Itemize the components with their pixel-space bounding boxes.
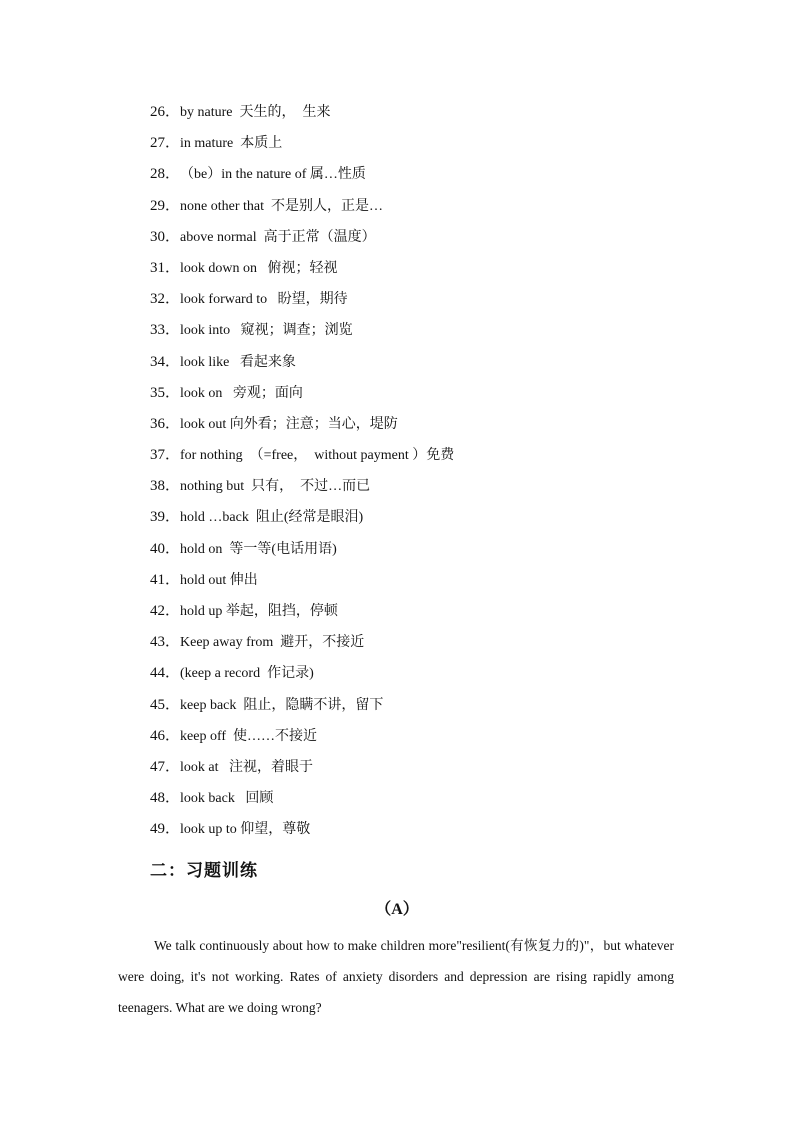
- passage-label: （A）: [375, 901, 419, 918]
- list-item: [150, 100, 710, 131]
- list-item: [150, 755, 710, 786]
- item-number: 40．: [150, 540, 181, 557]
- list-item: [150, 131, 710, 162]
- item-number: 43．: [150, 634, 181, 651]
- phrase-text: by nature 天生的， 生来: [180, 105, 331, 120]
- list-item: [150, 568, 710, 599]
- list-item: [150, 194, 710, 225]
- list-item: [150, 724, 710, 755]
- section-title: 二：习题训练: [150, 861, 258, 881]
- item-number: 44．: [150, 665, 181, 682]
- item-number: 34．: [150, 353, 181, 370]
- phrase-text: none other that 不是别人，正是…: [180, 198, 383, 214]
- list-item: [150, 661, 710, 692]
- list-item: [150, 162, 710, 193]
- phrase-text: for nothing （=free， without payment ）免费: [180, 448, 455, 464]
- phrase-text: nothing but 只有， 不过…而已: [180, 479, 371, 495]
- phrase-text: hold …back 阻止(经常是眼泪): [180, 510, 364, 526]
- phrase-text: look up to 仰望，尊敬: [180, 822, 311, 838]
- item-number: 38．: [150, 478, 181, 495]
- list-item: [150, 505, 710, 536]
- item-number: 26．: [150, 104, 181, 120]
- phrase-text: （be）in the nature of 属…性质: [180, 167, 366, 183]
- phrase-text: look back 回顾: [180, 791, 274, 807]
- list-item: [150, 630, 710, 661]
- phrase-text: look like 看起来象: [180, 354, 296, 370]
- phrase-text: above normal 高于正常（温度）: [180, 229, 376, 245]
- list-item: [150, 474, 710, 505]
- phrase-text: hold on 等一等(电话用语): [180, 541, 337, 557]
- item-number: 27．: [150, 135, 181, 152]
- list-item: [150, 443, 710, 474]
- item-number: 31．: [150, 259, 181, 276]
- item-number: 47．: [150, 758, 181, 775]
- item-number: 37．: [150, 447, 181, 464]
- phrase-text: hold out 伸出: [180, 572, 258, 588]
- vocab-list: [150, 100, 710, 849]
- list-item: [150, 786, 710, 817]
- list-item: [150, 287, 710, 318]
- list-item: [150, 318, 710, 349]
- passage-paragraph: We talk continuously about how to make children more"resilient(有恢复力的)"，but whatever were doing, it's not working. Rates of anxiety disorders and depression are rising rapidly among teenagers. What are we doing wrong?: [118, 938, 674, 1015]
- list-item: [150, 693, 710, 724]
- list-item: [150, 350, 710, 381]
- phrase-text: look at 注视，着眼于: [180, 759, 314, 775]
- item-number: 29．: [150, 197, 181, 214]
- list-item: [150, 225, 710, 256]
- item-number: 45．: [150, 696, 181, 713]
- item-number: 35．: [150, 384, 181, 401]
- item-number: 30．: [150, 228, 181, 245]
- list-item: [150, 256, 710, 287]
- phrase-text: keep back 阻止，隐瞒不讲，留下: [180, 697, 384, 713]
- item-number: 46．: [150, 727, 181, 744]
- item-number: 48．: [150, 790, 181, 807]
- phrase-text: look out 向外看；注意；当心，堤防: [180, 416, 398, 432]
- phrase-text: in mature 本质上: [180, 136, 283, 152]
- list-item: [150, 537, 710, 568]
- item-number: 33．: [150, 322, 181, 339]
- phrase-text: (keep a record 作记录): [180, 666, 314, 682]
- phrase-text: keep off 使……不接近: [180, 728, 318, 744]
- list-item: [150, 817, 710, 848]
- item-number: 41．: [150, 571, 181, 588]
- phrase-text: look on 旁观；面向: [180, 385, 303, 401]
- item-number: 28．: [150, 166, 181, 183]
- phrase-text: Keep away from 避开，不接近: [180, 635, 365, 651]
- item-number: 49．: [150, 821, 181, 838]
- item-number: 36．: [150, 415, 181, 432]
- item-number: 32．: [150, 291, 181, 308]
- list-item: [150, 599, 710, 630]
- item-number: 42．: [150, 603, 181, 619]
- phrase-text: look down on 俯视；轻视: [180, 260, 338, 276]
- list-item: [150, 412, 710, 443]
- phrase-text: look into 窥视；调查；浏览: [180, 323, 353, 339]
- item-number: 39．: [150, 509, 181, 526]
- phrase-text: hold up 举起，阻挡，停顿: [180, 604, 338, 619]
- phrase-text: look forward to 盼望，期待: [180, 292, 348, 308]
- list-item: [150, 381, 710, 412]
